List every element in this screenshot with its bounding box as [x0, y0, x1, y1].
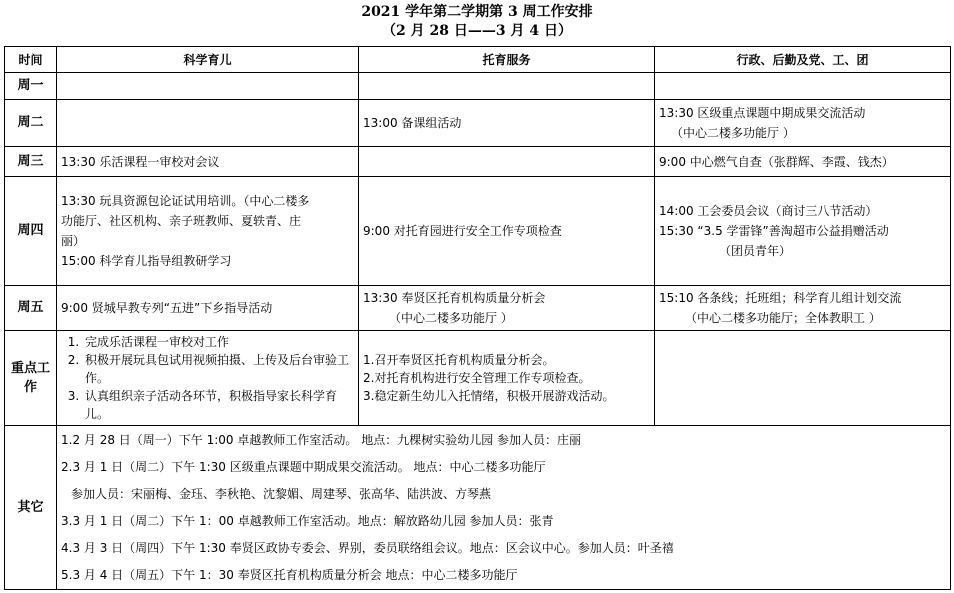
friday-admin: [655, 286, 951, 331]
title-line-1: 2021 学年第二学期第 3 周工作安排: [361, 4, 593, 20]
monday-childcare: [359, 73, 655, 100]
friday-science: 9:00 贤城早教专列“五进”下乡指导活动: [57, 286, 359, 331]
row-thursday: [5, 177, 951, 286]
day-tuesday: 周二: [5, 100, 57, 147]
key-childcare-item: 3.稳定新生幼儿入托情绪，积极开展游戏活动。: [363, 389, 615, 403]
row-key-work: [5, 331, 951, 426]
wednesday-science: 13:30 乐活课程一审校对会议: [57, 147, 359, 177]
day-thursday: 周四: [5, 177, 57, 286]
day-monday: 周一: [5, 73, 57, 100]
key-work-childcare: [359, 331, 655, 426]
tuesday-admin-line1: 13:30 区级重点课题中期成果交流活动: [659, 106, 866, 120]
header-time: 时间: [5, 47, 57, 73]
friday-childcare-line2: （中心二楼多功能厅 ）: [389, 311, 513, 325]
row-other: [5, 426, 951, 590]
key-childcare-item: 2.对托育机构进行安全管理工作专项检查。: [363, 371, 591, 385]
thursday-science-line3: 丽）: [61, 234, 86, 248]
friday-childcare-line1: 13:30 奉贤区托育机构质量分析会: [363, 291, 546, 305]
row-friday: [5, 286, 951, 331]
key-science-item: 1. 完成乐活课程一审校对工作: [83, 333, 354, 351]
thursday-science-line2: 功能厅、社区机构、亲子班教师、夏轶青、庄: [61, 214, 302, 228]
header-admin: 行政、后勤及党、工、团: [655, 47, 951, 73]
key-science-item: 3. 认真组织亲子活动各环节，积极指导家长科学育儿。: [83, 387, 354, 423]
row-monday: [5, 73, 951, 100]
friday-childcare: [359, 286, 655, 331]
key-work-admin: [655, 331, 951, 426]
tuesday-admin-line2: （中心二楼多功能厅 ）: [671, 126, 795, 140]
row-tuesday: [5, 100, 951, 147]
thursday-science: [57, 177, 359, 286]
thursday-admin-line3: （团员青年）: [719, 244, 792, 258]
tuesday-childcare: 13:00 备课组活动: [359, 100, 655, 147]
thursday-childcare: 9:00 对托育园进行安全工作专项检查: [359, 177, 655, 286]
thursday-admin-line2: 15:30 “3.5 学雷锋”善淘超市公益捐赠活动: [659, 224, 889, 238]
thursday-science-line4: 15:00 科学育儿指导组教研学习: [61, 254, 232, 268]
other-line: 4.3 月 3 日（周四）下午 1:30 奉贤区政协专委会、界别，委员联络组会议。地点：区会议中心。参加人员：叶圣禧: [61, 540, 674, 555]
monday-admin: [655, 73, 951, 100]
other-line: 1.2 月 28 日（周一）下午 1:00 卓越教师工作室活动。 地点：九棵树实验幼儿园 参加人员：庄丽: [61, 432, 582, 447]
wednesday-childcare: [359, 147, 655, 177]
header-childcare: 托育服务: [359, 47, 655, 73]
day-other: 其它: [5, 426, 57, 590]
document-title: [0, 0, 954, 41]
key-work-science: [57, 331, 359, 426]
header-science: 科学育儿: [57, 47, 359, 73]
key-science-list: [61, 333, 354, 423]
key-work-label: 重点工作: [10, 361, 50, 395]
monday-science: [57, 73, 359, 100]
thursday-admin: [655, 177, 951, 286]
day-wednesday: 周三: [5, 147, 57, 177]
row-wednesday: [5, 147, 951, 177]
schedule-table: [4, 46, 951, 590]
key-childcare-item: 1.召开奉贤区托育机构质量分析会。: [363, 353, 555, 367]
day-key-work: [5, 331, 57, 426]
thursday-admin-line1: 14:00 工会委员会议（商讨三八节活动）: [659, 204, 878, 218]
wednesday-admin: 9:00 中心燃气自查（张群辉、李霞、钱杰）: [655, 147, 951, 177]
thursday-science-line1: 13:30 玩具资源包论证试用培训。（中心二楼多: [61, 194, 310, 208]
other-content: [57, 426, 951, 590]
key-science-item: 2. 积极开展玩具包试用视频拍摄、上传及后台审验工作。: [83, 351, 354, 387]
friday-admin-line1: 15:10 各条线；托班组；科学育儿组计划交流: [659, 291, 902, 305]
other-line: 2.3 月 1 日（周二）下午 1:30 区级重点课题中期成果交流活动。 地点：中心二楼多功能厅: [61, 459, 546, 474]
other-line: 参加人员：宋丽梅、金珏、李秋艳、沈黎媚、周建琴、张高华、陆洪波、方琴燕: [71, 486, 492, 501]
tuesday-science: [57, 100, 359, 147]
other-line: 3.3 月 1 日（周二）下午 1：00 卓越教师工作室活动。地点：解放路幼儿园 参加人员：张青: [61, 513, 554, 528]
title-line-2: （2 月 28 日——3 月 4 日）: [382, 23, 572, 39]
tuesday-admin: [655, 100, 951, 147]
header-row: [5, 47, 951, 73]
friday-admin-line2: （中心二楼多功能厅；全体教职工 ）: [685, 311, 881, 325]
other-line: 5.3 月 4 日（周五）下午 1：30 奉贤区托育机构质量分析会 地点：中心二楼多功能厅: [61, 567, 518, 582]
day-friday: 周五: [5, 286, 57, 331]
